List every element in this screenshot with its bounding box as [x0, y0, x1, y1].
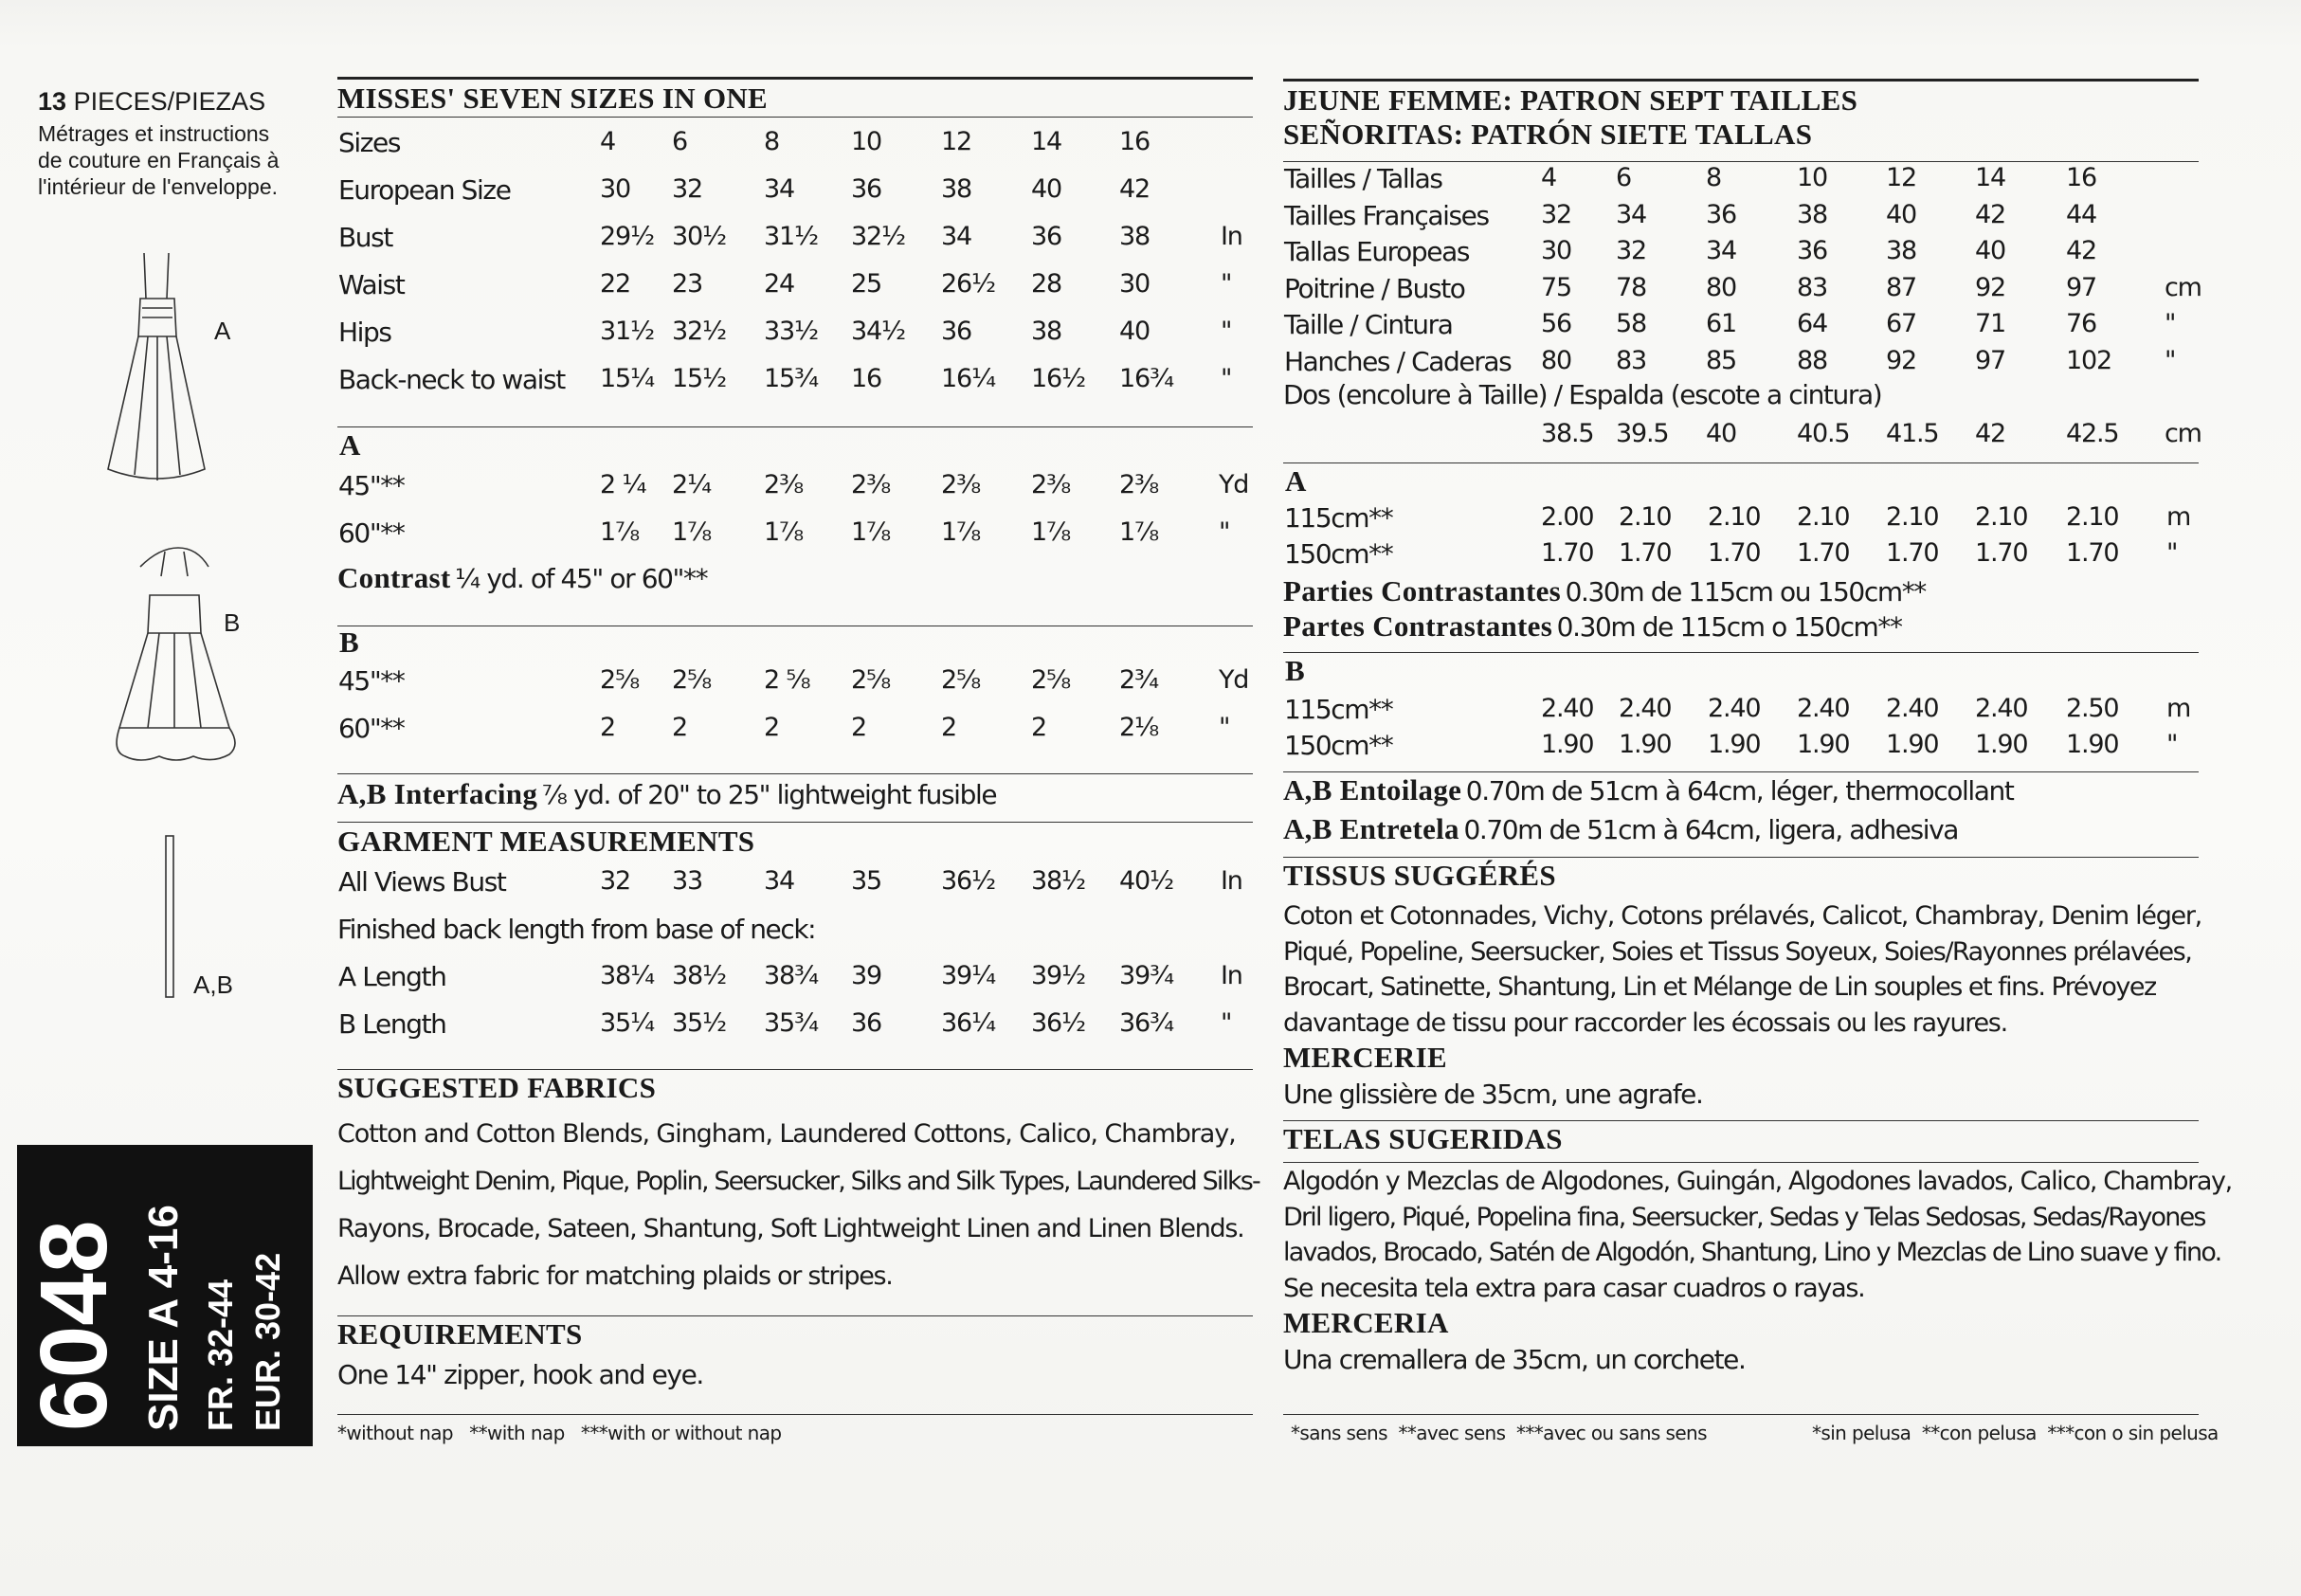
row-label: Tailles / Tallas — [1284, 163, 1442, 194]
table-cell: 40 — [1706, 419, 1736, 448]
table-cell: 78 — [1616, 272, 1646, 302]
table-cell: 10 — [1797, 163, 1827, 192]
contrast-es-text: 0.30m de 115cm o 150cm** — [1556, 611, 1902, 643]
table-cell: 2.10 — [1619, 502, 1672, 532]
table-cell: 36¼ — [941, 1008, 995, 1038]
divider — [1283, 1162, 2199, 1163]
table-cell: 88 — [1797, 345, 1827, 375]
table-cell: 34 — [941, 222, 971, 251]
table-cell: 2.10 — [1975, 502, 2028, 532]
unit-cell: cm — [2165, 272, 2201, 302]
table-cell: 36 — [1706, 199, 1736, 229]
unit-cell: " — [1221, 269, 1232, 299]
table-cell: 75 — [1541, 272, 1571, 302]
table-cell: 40 — [1031, 174, 1061, 204]
table-cell: 36 — [851, 174, 881, 204]
table-cell: 2 — [672, 713, 687, 742]
table-cell: 24 — [764, 269, 794, 299]
table-cell: 31½ — [764, 222, 818, 251]
entoilage-label: A,B Entoilage — [1283, 773, 1462, 807]
row-label: 60"** — [338, 517, 405, 549]
unit-cell: In — [1221, 222, 1242, 251]
tie-strap-icon — [161, 834, 180, 1000]
table-cell: 2 — [764, 713, 779, 742]
unit-cell: In — [1221, 961, 1242, 990]
row-label: Back-neck to waist — [338, 364, 565, 395]
garment-note: Finished back length from base of neck: — [337, 914, 816, 945]
table-cell: 16¾ — [1119, 364, 1173, 393]
table-cell: 25 — [851, 269, 881, 299]
table-cell: 6 — [1616, 163, 1631, 192]
unit-cell: " — [1221, 1008, 1232, 1038]
table-cell: 15¼ — [600, 364, 654, 393]
entoilage-line — [1283, 773, 2013, 807]
table-cell: 2.10 — [2066, 502, 2119, 532]
spanish-title: SEÑORITAS: PATRÓN SIETE TALLAS — [1283, 118, 1813, 151]
english-title: MISSES' SEVEN SIZES IN ONE — [337, 82, 769, 115]
divider — [337, 822, 1253, 823]
table-cell: 35 — [851, 866, 881, 896]
table-cell: 36¾ — [1119, 1008, 1173, 1038]
english-interfacing-line — [337, 777, 996, 811]
divider — [337, 1414, 1253, 1415]
interfacing-label: A,B Interfacing — [337, 777, 538, 810]
french-contrast-line — [1283, 574, 1926, 608]
divider — [1283, 161, 2199, 162]
table-cell: 2.40 — [1797, 694, 1850, 723]
table-cell: 2 — [851, 713, 866, 742]
row-label: 45"** — [338, 470, 405, 501]
telas-heading: TELAS SUGERIDAS — [1283, 1122, 1563, 1155]
table-cell: 2⅝ — [600, 665, 639, 695]
table-cell: 32½ — [851, 222, 905, 251]
spanish-contrast-line — [1283, 609, 1902, 644]
table-cell: 85 — [1706, 345, 1736, 375]
unit-cell: In — [1221, 866, 1242, 896]
table-cell: 80 — [1541, 345, 1571, 375]
table-cell: 61 — [1706, 309, 1736, 338]
table-cell: 38 — [1031, 317, 1061, 346]
telas-line: Dril ligero, Piqué, Popelina fina, Seersucker, Sedas y Telas Sedosas, Sedas/Rayones — [1283, 1202, 2205, 1232]
table-cell: 67 — [1886, 309, 1916, 338]
table-cell: 1.70 — [1708, 538, 1761, 568]
table-cell: 2¾ — [1119, 665, 1158, 695]
fabrics-line: Cotton and Cotton Blends, Gingham, Laundered Cottons, Calico, Chambray, — [337, 1119, 1236, 1149]
tissus-text — [1283, 898, 2199, 1041]
pattern-eur-size: EUR. 30-42 — [248, 1252, 287, 1431]
table-cell: 92 — [1975, 272, 2005, 302]
table-cell: 2⅝ — [1031, 665, 1070, 695]
pattern-number: 6048 — [21, 1220, 127, 1431]
table-cell: 1.90 — [1975, 730, 2028, 759]
unit-cell: Yd — [1219, 665, 1249, 695]
table-cell: 30½ — [672, 222, 726, 251]
table-cell: 40½ — [1119, 866, 1173, 896]
table-cell: 83 — [1797, 272, 1827, 302]
table-cell: 83 — [1616, 345, 1646, 375]
table-cell: 39 — [851, 961, 881, 990]
divider — [1283, 79, 2199, 82]
entoilage-text: 0.70m de 51cm à 64cm, léger, thermocollant — [1465, 775, 2014, 807]
row-label: Tailles Françaises — [1284, 199, 1489, 231]
divider — [337, 1315, 1253, 1316]
telas-line: Se necesita tela extra para casar cuadros o rayas. — [1283, 1273, 1865, 1303]
merceria-heading: MERCERIA — [1283, 1306, 1449, 1339]
fabrics-line: Rayons, Brocade, Sateen, Shantung, Soft Lightweight Linen and Linen Blends. — [337, 1214, 1244, 1243]
table-cell: 2.40 — [1886, 694, 1939, 723]
table-cell: 40 — [1975, 236, 2005, 265]
table-cell: 1.90 — [1619, 730, 1672, 759]
unit-cell: cm — [2165, 419, 2201, 448]
pieces-count: 13 — [38, 87, 67, 116]
table-cell: 40.5 — [1797, 419, 1850, 448]
table-cell: 71 — [1975, 309, 2005, 338]
table-cell: 1.90 — [1797, 730, 1850, 759]
table-cell: 1.90 — [1541, 730, 1594, 759]
telas-text — [1283, 1164, 2232, 1306]
table-cell: 42 — [1975, 419, 2005, 448]
table-cell: 42.5 — [2066, 419, 2119, 448]
table-cell: 33 — [672, 866, 702, 896]
table-cell: 15¾ — [764, 364, 818, 393]
table-cell: 102 — [2066, 345, 2111, 375]
table-cell: 35¼ — [600, 1008, 654, 1038]
mercerie-text: Une glissière de 35cm, une agrafe. — [1283, 1079, 1703, 1110]
french-footnote: *sans sens **avec sens ***avec ou sans sens — [1291, 1422, 1707, 1444]
dress-a-icon — [102, 251, 207, 488]
divider — [337, 117, 1253, 118]
table-cell: 2 ⅝ — [764, 665, 810, 695]
table-cell: 44 — [2066, 199, 2096, 229]
row-label: 60"** — [338, 713, 405, 744]
table-cell: 34 — [764, 174, 794, 204]
table-cell: 39¼ — [941, 961, 995, 990]
row-label: Hanches / Caderas — [1284, 345, 1512, 377]
suggested-fabrics-text — [337, 1111, 1259, 1300]
table-cell: 2⅜ — [1031, 470, 1070, 499]
french-back-label: Dos (encolure à Taille) / Espalda (escote a cintura) — [1283, 379, 1882, 410]
table-cell: 36 — [1031, 222, 1061, 251]
interfacing-text: ⅞ yd. of 20" to 25" lightweight fusible — [541, 779, 997, 810]
table-cell: 2.10 — [1886, 502, 1939, 532]
pattern-size: SIZE A 4-16 — [140, 1205, 187, 1431]
tissus-line: davantage de tissu pour raccorder les écossais ou les rayures. — [1283, 1007, 2007, 1038]
contrast-label: Contrast — [337, 561, 451, 594]
table-cell: 8 — [764, 127, 779, 156]
fabrics-line: Lightweight Denim, Pique, Poplin, Seersucker, Silks and Silk Types, Laundered Silks- — [337, 1167, 1259, 1196]
unit-cell: " — [2166, 538, 2178, 568]
table-cell: 1.90 — [1886, 730, 1939, 759]
table-cell: 16 — [2066, 163, 2096, 192]
garment-measurements-heading: GARMENT MEASUREMENTS — [337, 825, 755, 858]
row-label: B Length — [338, 1008, 446, 1040]
table-cell: 2¼ — [672, 470, 711, 499]
divider — [337, 773, 1253, 774]
pattern-fr-size: FR. 32-44 — [201, 1279, 240, 1431]
french-note-line-2: de couture en Français à — [38, 148, 280, 172]
row-label: 150cm** — [1284, 538, 1393, 570]
row-label: 115cm** — [1284, 694, 1393, 725]
table-cell: 32 — [1541, 199, 1571, 229]
table-cell: 35¾ — [764, 1008, 818, 1038]
unit-cell: " — [1219, 517, 1230, 547]
row-label: Taille / Cintura — [1284, 309, 1453, 340]
table-cell: 14 — [1975, 163, 2005, 192]
table-cell: 4 — [600, 127, 615, 156]
divider — [337, 426, 1253, 427]
view-a-label: A — [214, 317, 231, 345]
english-view-b-heading: B — [339, 626, 359, 659]
table-cell: 1.70 — [2066, 538, 2119, 568]
requirements-heading: REQUIREMENTS — [337, 1317, 583, 1351]
table-cell: 15½ — [672, 364, 726, 393]
unit-cell: " — [1221, 317, 1232, 346]
unit-cell: " — [1221, 364, 1232, 393]
row-label: Tallas Europeas — [1284, 236, 1470, 267]
table-cell: 34 — [1616, 199, 1646, 229]
divider — [1283, 1414, 2199, 1415]
table-cell: 1.90 — [1708, 730, 1761, 759]
row-label: All Views Bust — [338, 866, 506, 898]
divider — [1283, 1120, 2199, 1121]
fabrics-line: Allow extra fabric for matching plaids or stripes. — [337, 1261, 893, 1291]
table-cell: 2⅜ — [851, 470, 890, 499]
table-cell: 30 — [1119, 269, 1150, 299]
row-label: Waist — [338, 269, 405, 300]
english-contrast-line — [337, 561, 707, 595]
table-cell: 32 — [672, 174, 702, 204]
table-cell: 38 — [1797, 199, 1827, 229]
merceria-text: Una cremallera de 35cm, un corchete. — [1283, 1344, 1746, 1375]
table-cell: 16¼ — [941, 364, 995, 393]
table-cell: 97 — [2066, 272, 2096, 302]
tissus-line: Piqué, Popeline, Seersucker, Soies et Tissus Soyeux, Soies/Rayonnes prélavées, — [1283, 936, 2192, 967]
pieces-label: PIECES/PIEZAS — [73, 87, 266, 116]
table-cell: 6 — [672, 127, 687, 156]
pieces-count-line — [38, 87, 265, 117]
unit-cell: " — [2166, 730, 2178, 759]
table-cell: 38 — [941, 174, 971, 204]
requirements-text: One 14" zipper, hook and eye. — [337, 1359, 703, 1390]
dress-b-icon — [102, 538, 245, 775]
table-cell: 32 — [1616, 236, 1646, 265]
tissus-line: Brocart, Satinette, Shantung, Lin et Mélange de Lin souples et fins. Prévoyez — [1283, 972, 2156, 1002]
row-label: Hips — [338, 317, 391, 348]
table-cell: 39¾ — [1119, 961, 1173, 990]
table-cell: 36 — [851, 1008, 881, 1038]
table-cell: 2 ¼ — [600, 470, 646, 499]
table-cell: 22 — [600, 269, 630, 299]
table-cell: 12 — [941, 127, 971, 156]
table-cell: 12 — [1886, 163, 1916, 192]
row-label: A Length — [338, 961, 446, 992]
table-cell: 28 — [1031, 269, 1061, 299]
table-cell: 2.50 — [2066, 694, 2119, 723]
table-cell: 2.40 — [1619, 694, 1672, 723]
french-note-line-3: l'intérieur de l'enveloppe. — [38, 174, 278, 199]
table-cell: 34½ — [851, 317, 905, 346]
row-label: 150cm** — [1284, 730, 1393, 761]
table-cell: 1⅞ — [672, 517, 711, 547]
table-cell: 14 — [1031, 127, 1061, 156]
table-cell: 34 — [1706, 236, 1736, 265]
table-cell: 1.70 — [1975, 538, 2028, 568]
table-cell: 38.5 — [1541, 419, 1594, 448]
table-cell: 40 — [1119, 317, 1150, 346]
unit-cell: m — [2166, 694, 2191, 723]
row-label: Sizes — [338, 127, 401, 158]
unit-cell: " — [1219, 713, 1230, 742]
table-cell: 56 — [1541, 309, 1571, 338]
contrast-fr-text: 0.30m de 115cm ou 150cm** — [1565, 576, 1926, 608]
table-cell: 16½ — [1031, 364, 1085, 393]
english-view-a-heading: A — [339, 428, 361, 462]
divider — [1283, 857, 2199, 858]
table-cell: 16 — [851, 364, 881, 393]
table-cell: 33½ — [764, 317, 818, 346]
table-cell: 42 — [1119, 174, 1150, 204]
table-cell: 97 — [1975, 345, 2005, 375]
french-view-b-heading: B — [1285, 654, 1305, 687]
table-cell: 1.70 — [1886, 538, 1939, 568]
table-cell: 40 — [1886, 199, 1916, 229]
table-cell: 35½ — [672, 1008, 726, 1038]
table-cell: 36½ — [1031, 1008, 1085, 1038]
table-cell: 2 — [1031, 713, 1046, 742]
table-cell: 39.5 — [1616, 419, 1669, 448]
contrast-fr-label: Parties Contrastantes — [1283, 574, 1561, 608]
table-cell: 16 — [1119, 127, 1150, 156]
table-cell: 87 — [1886, 272, 1916, 302]
table-cell: 10 — [851, 127, 881, 156]
table-cell: 1⅞ — [941, 517, 980, 547]
view-ab-label: A,B — [193, 970, 233, 999]
table-cell: 38 — [1119, 222, 1150, 251]
table-cell: 4 — [1541, 163, 1556, 192]
row-label: 115cm** — [1284, 502, 1393, 534]
contrast-text: ¼ yd. of 45" or 60"** — [455, 563, 708, 594]
table-cell: 2.10 — [1708, 502, 1761, 532]
table-cell: 1⅞ — [764, 517, 803, 547]
table-cell: 30 — [1541, 236, 1571, 265]
table-cell: 2⅝ — [672, 665, 711, 695]
row-label: Poitrine / Busto — [1284, 272, 1465, 304]
mercerie-heading: MERCERIE — [1283, 1041, 1447, 1074]
table-cell: 31½ — [600, 317, 654, 346]
divider — [1283, 652, 2199, 653]
tissus-heading: TISSUS SUGGÉRÉS — [1283, 859, 1556, 892]
row-label: Bust — [338, 222, 392, 253]
table-cell: 2 — [600, 713, 615, 742]
table-cell: 36½ — [941, 866, 995, 896]
table-cell: 34 — [764, 866, 794, 896]
table-cell: 2⅜ — [941, 470, 980, 499]
table-cell: 80 — [1706, 272, 1736, 302]
table-cell: 2.00 — [1541, 502, 1594, 532]
divider — [1283, 462, 2199, 463]
entretela-line — [1283, 812, 1958, 846]
telas-line: Algodón y Mezclas de Algodones, Guingán, Algodones lavados, Calico, Chambray, — [1283, 1167, 2232, 1196]
table-cell: 2.40 — [1541, 694, 1594, 723]
row-label: European Size — [338, 174, 511, 206]
table-cell: 1.70 — [1797, 538, 1850, 568]
table-cell: 2⅛ — [1119, 713, 1158, 742]
unit-cell: m — [2166, 502, 2191, 532]
contrast-es-label: Partes Contrastantes — [1283, 609, 1553, 643]
divider — [337, 77, 1253, 80]
french-view-a-heading: A — [1285, 464, 1307, 498]
table-cell: 2⅝ — [851, 665, 890, 695]
table-cell: 2⅝ — [941, 665, 980, 695]
table-cell: 2⅜ — [1119, 470, 1158, 499]
table-cell: 32 — [600, 866, 630, 896]
unit-cell: " — [2165, 345, 2176, 375]
table-cell: 38¾ — [764, 961, 818, 990]
table-cell: 32½ — [672, 317, 726, 346]
french-title: JEUNE FEMME: PATRON SEPT TAILLES — [1283, 83, 1858, 117]
table-cell: 2.40 — [1708, 694, 1761, 723]
row-label: 45"** — [338, 665, 405, 697]
telas-line: lavados, Brocado, Satén de Algodón, Shantung, Lino y Mezclas de Lino suave y fino. — [1283, 1238, 2221, 1267]
table-cell: 1⅞ — [851, 517, 890, 547]
table-cell: 42 — [1975, 199, 2005, 229]
table-cell: 38 — [1886, 236, 1916, 265]
table-cell: 38½ — [1031, 866, 1085, 896]
table-cell: 23 — [672, 269, 702, 299]
table-cell: 2.10 — [1797, 502, 1850, 532]
table-cell: 42 — [2066, 236, 2096, 265]
table-cell: 38¼ — [600, 961, 654, 990]
table-cell: 26½ — [941, 269, 995, 299]
suggested-fabrics-heading: SUGGESTED FABRICS — [337, 1071, 657, 1104]
french-note-line-1: Métrages et instructions — [38, 121, 270, 146]
table-cell: 1.70 — [1541, 538, 1594, 568]
table-cell: 1⅞ — [1119, 517, 1158, 547]
spanish-footnote: *sin pelusa **con pelusa ***con o sin pelusa — [1812, 1422, 2219, 1444]
table-cell: 36 — [1797, 236, 1827, 265]
table-cell: 2 — [941, 713, 956, 742]
entretela-label: A,B Entretela — [1283, 812, 1459, 845]
unit-cell: " — [2165, 309, 2176, 338]
table-cell: 41.5 — [1886, 419, 1939, 448]
divider — [1283, 771, 2199, 772]
table-cell: 2⅜ — [764, 470, 803, 499]
table-cell: 1⅞ — [600, 517, 639, 547]
unit-cell: Yd — [1219, 470, 1249, 499]
table-cell: 58 — [1616, 309, 1646, 338]
table-cell: 1⅞ — [1031, 517, 1070, 547]
table-cell: 36 — [941, 317, 971, 346]
table-cell: 64 — [1797, 309, 1827, 338]
table-cell: 38½ — [672, 961, 726, 990]
divider — [337, 1069, 1253, 1070]
table-cell: 30 — [600, 174, 630, 204]
tissus-line: Coton et Cotonnades, Vichy, Cotons prélavés, Calicot, Chambray, Denim léger, — [1283, 901, 2201, 931]
table-cell: 1.70 — [1619, 538, 1672, 568]
table-cell: 39½ — [1031, 961, 1085, 990]
table-cell: 29½ — [600, 222, 654, 251]
english-footnote: *without nap **with nap ***with or without nap — [337, 1422, 782, 1444]
table-cell: 76 — [2066, 309, 2096, 338]
table-cell: 2.40 — [1975, 694, 2028, 723]
entretela-text: 0.70m de 51cm à 64cm, ligera, adhesiva — [1463, 814, 1959, 845]
view-b-label: B — [224, 608, 241, 637]
table-cell: 8 — [1706, 163, 1721, 192]
table-cell: 1.90 — [2066, 730, 2119, 759]
table-cell: 92 — [1886, 345, 1916, 375]
